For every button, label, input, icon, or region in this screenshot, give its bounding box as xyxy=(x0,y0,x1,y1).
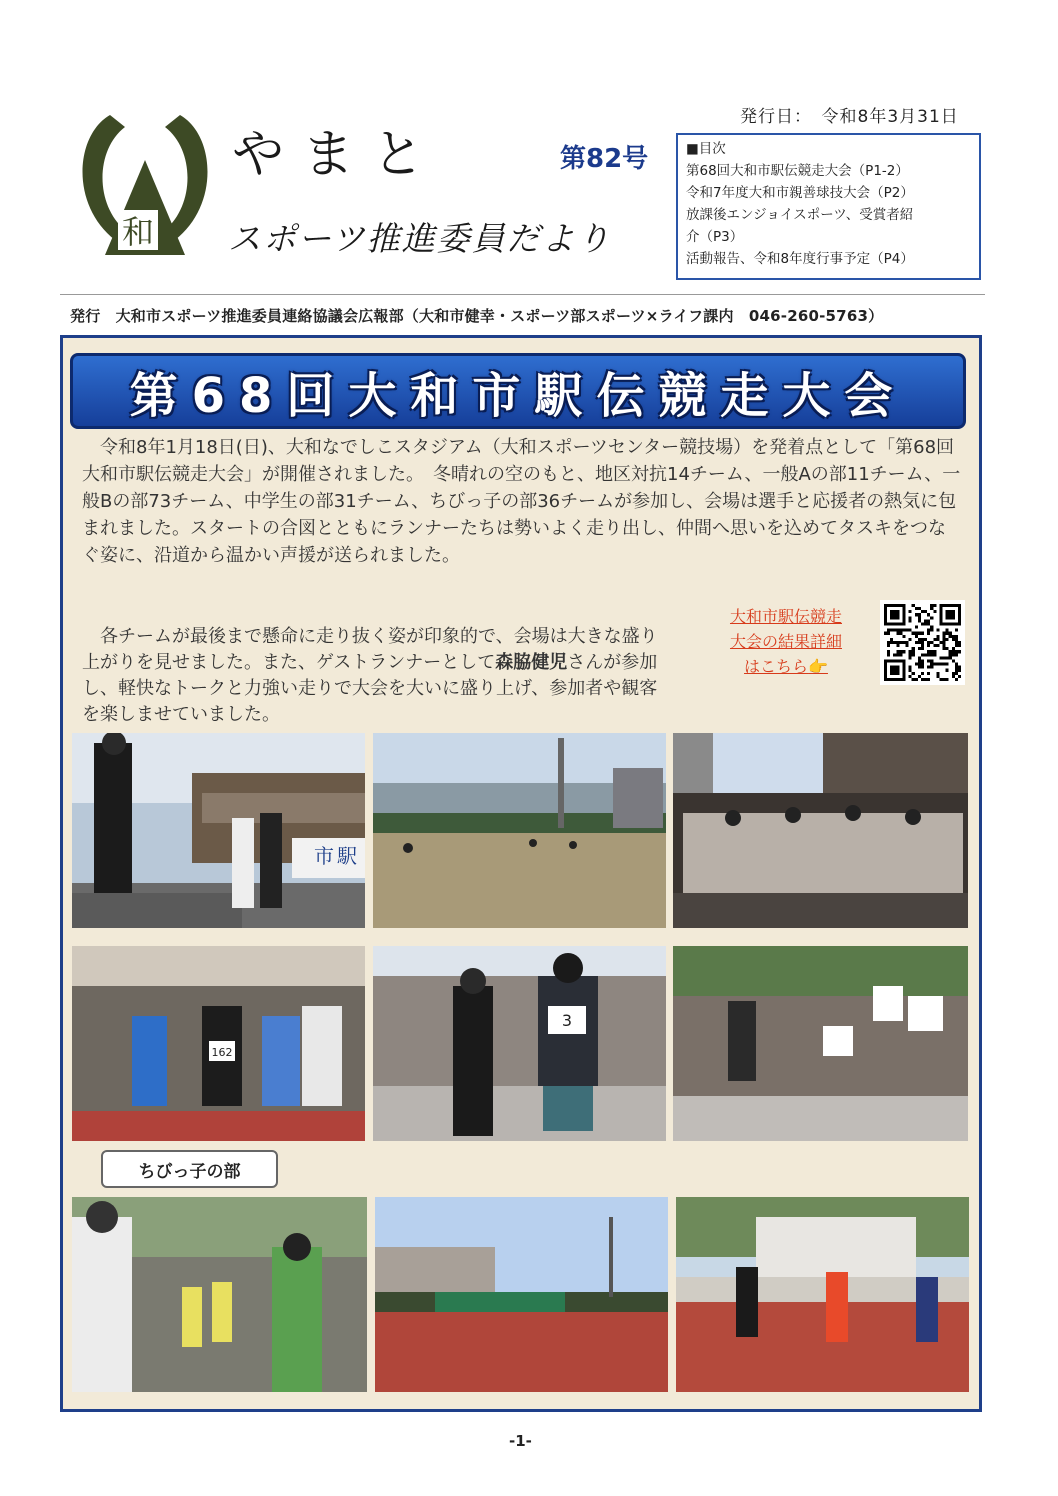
section-label-kids: ちびっ子の部 xyxy=(101,1150,278,1188)
photo-stadium-track xyxy=(373,733,666,928)
table-of-contents xyxy=(676,133,981,280)
page-number: -1- xyxy=(509,1432,532,1450)
article-banner xyxy=(70,353,966,429)
divider xyxy=(60,294,985,295)
toc-item: 介（P3） xyxy=(686,229,744,245)
guest-runner-name: 森脇健児 xyxy=(495,652,568,673)
toc-item: 令和7年度大和市親善球技大会（P2） xyxy=(686,185,914,201)
issue-date: 発行日： 令和8年3月31日 xyxy=(740,107,959,127)
article-paragraph-1: 令和8年1月18日(日)、大和なでしこスタジアム（大和スポーツセンター競技場）を発着点として「第68回大和市駅伝競走大会」が開催されました。 冬晴れの空のもと、地区対抗14チーム、一般Aの部11チーム、一般Bの部73チーム、中学生の部31チーム、ちびっ子の部36チームが参加し、会場は選手と応援者の熱気に包まれました。スタートの合図とともにランナーたちは勢いよく走り出し、仲間へ思いを込めてタスキをつなぐ姿に、沿道から温かい声援が送られました。 xyxy=(82,437,961,566)
photo-kids-running xyxy=(375,1197,668,1392)
svg-text:駅: 駅 xyxy=(337,844,357,868)
article-title: 第68回大和市駅伝競走大会 xyxy=(129,367,907,424)
photo-kids-track-race xyxy=(676,1197,969,1392)
qr-code[interactable] xyxy=(880,600,965,685)
photo-relay-handoff xyxy=(72,946,365,1141)
newsletter-title: やまと xyxy=(232,125,443,185)
toc-item: 第68回大和市駅伝競走大会（P1-2） xyxy=(686,163,909,179)
link-line: 大会の結果詳細 xyxy=(729,632,842,651)
svg-text:162: 162 xyxy=(211,1046,233,1059)
article-paragraph-2 xyxy=(82,624,672,728)
issue-number: 第82号 xyxy=(560,144,649,174)
svg-text:市: 市 xyxy=(314,844,334,868)
photo-guest-runner xyxy=(373,946,666,1141)
toc-heading: ■目次 xyxy=(686,141,726,157)
toc-item: 放課後エンジョイスポーツ、受賞者紹 xyxy=(686,207,914,223)
results-link[interactable] xyxy=(706,604,866,679)
photo-race-start xyxy=(673,733,968,928)
photo-roadside-cheering xyxy=(673,946,968,1141)
photo-opening-ceremony xyxy=(72,733,365,928)
yamato-city-emblem xyxy=(70,105,220,265)
paragraph-text: さんが参加し、軽快なトークと力強い走りで大会を大いに盛り上げ、参加者や観客を楽しませていました。 xyxy=(82,652,658,725)
pointing-hand-icon: 👉 xyxy=(808,657,828,676)
photo-kids-start-line xyxy=(72,1197,367,1392)
toc-item: 活動報告、令和8年度行事予定（P4） xyxy=(686,251,914,267)
svg-text:3: 3 xyxy=(561,1011,573,1030)
publisher-line: 発行 大和市スポーツ推進委員連絡協議会広報部（大和市健幸・スポーツ部スポーツ×ライフ課内 046-260-5763） xyxy=(70,307,884,325)
newsletter-subtitle: スポーツ推進委員だより xyxy=(228,219,612,258)
emblem-char: 和 xyxy=(121,213,155,251)
link-line: 大和市駅伝競走 xyxy=(729,607,842,626)
link-line: はこちら👉 xyxy=(744,657,828,676)
paragraph-text: 各チームが最後まで懸命に走り抜く姿が印象的で、会場は大きな盛り上がりを見せました。また、ゲストランナーとして xyxy=(82,626,658,673)
